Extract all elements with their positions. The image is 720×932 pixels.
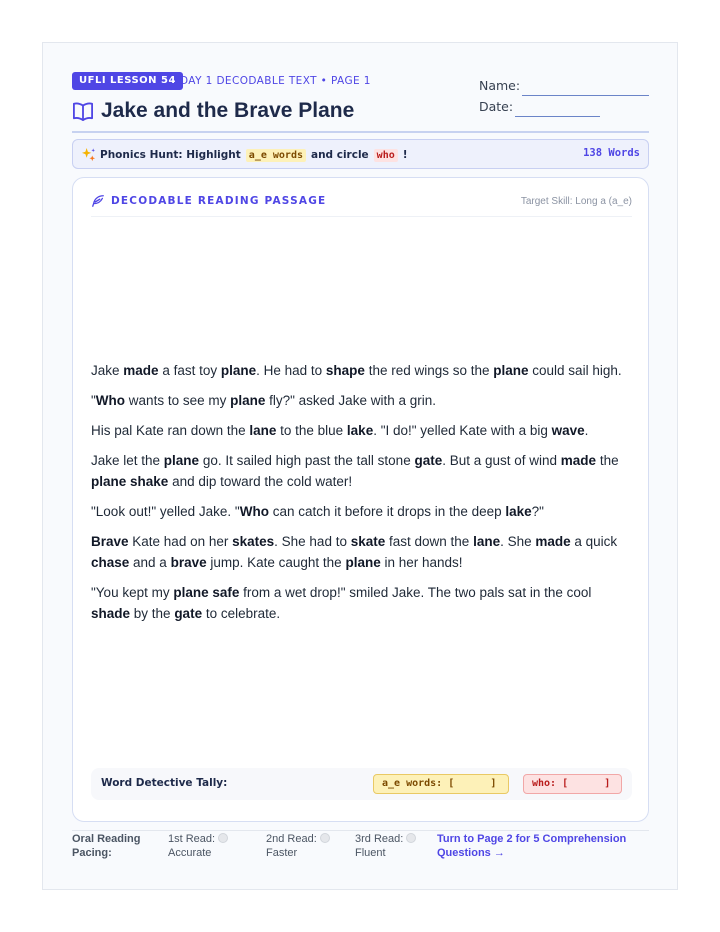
target-word: shake xyxy=(130,474,169,489)
date-field[interactable] xyxy=(479,99,609,117)
passage-text-run: and dip toward the cold water! xyxy=(168,474,353,489)
target-word: shade xyxy=(91,606,131,621)
tally-label: Word Detective Tally: xyxy=(101,777,228,789)
hunt-prefix: Phonics Hunt: Highlight xyxy=(100,149,241,161)
target-word: shape xyxy=(325,363,365,378)
who-tally-box[interactable]: who: [ ] xyxy=(523,774,622,794)
page-title: Jake and the Brave Plane xyxy=(101,99,355,122)
target-word: lane xyxy=(249,423,277,438)
passage-paragraph xyxy=(91,531,632,573)
passage-text-run: a quick xyxy=(570,534,618,549)
sparkle-icon xyxy=(81,147,96,162)
target-word: skates xyxy=(232,534,275,549)
target-word: lake xyxy=(346,423,374,438)
ae-words-tally-box[interactable]: a_e words: [ ] xyxy=(373,774,509,794)
passage-text-run: "Look out!" yelled Jake. " xyxy=(91,504,240,519)
passage-paragraph xyxy=(91,420,632,441)
passage-text-run: to the blue xyxy=(276,423,347,438)
target-word: chase xyxy=(91,555,130,570)
target-word: safe xyxy=(212,585,240,600)
card-title: DECODABLE READING PASSAGE xyxy=(111,195,327,207)
target-word: made xyxy=(535,534,571,549)
passage-text-run: wants to see my xyxy=(125,393,231,408)
target-word: Who xyxy=(95,393,126,408)
name-write-line[interactable] xyxy=(522,95,649,97)
target-word: gate xyxy=(174,606,203,621)
name-field[interactable] xyxy=(479,78,649,96)
reading-passage-text xyxy=(91,360,632,633)
passage-text-run: . She had to xyxy=(274,534,351,549)
footer-divider xyxy=(72,830,649,831)
first-read xyxy=(168,832,246,860)
passage-text-run: Jake xyxy=(91,363,124,378)
target-word: Brave xyxy=(91,534,129,549)
target-word: brave xyxy=(170,555,207,570)
passage-text-run: could sail high. xyxy=(528,363,622,378)
first-read-checkbox[interactable] xyxy=(218,833,228,843)
second-read-label: 2nd Read: xyxy=(266,833,317,845)
target-word: made xyxy=(560,453,597,468)
hunt-middle: and circle xyxy=(310,149,369,161)
target-word: gate xyxy=(414,453,443,468)
target-word: lake xyxy=(505,504,532,519)
pacing-footer xyxy=(72,832,649,872)
third-read-label: 3rd Read: xyxy=(355,833,404,845)
pacing-label: Oral Reading Pacing: xyxy=(72,833,141,859)
word-count: 138 Words xyxy=(583,147,640,159)
passage-text-run: fast down the xyxy=(385,534,474,549)
first-read-label: 1st Read: xyxy=(168,833,216,845)
passage-text-run: by the xyxy=(130,606,175,621)
second-read-desc: Faster xyxy=(266,847,298,859)
date-write-line[interactable] xyxy=(515,116,600,118)
third-read-checkbox[interactable] xyxy=(406,833,416,843)
passage-text-run: can catch it before it drops in the deep xyxy=(268,504,506,519)
passage-text-run: Jake let the xyxy=(91,453,164,468)
card-header xyxy=(91,191,632,217)
title-row xyxy=(72,96,354,126)
passage-text-run: . But a gust of wind xyxy=(442,453,561,468)
passage-text-run: in her hands! xyxy=(380,555,463,570)
passage-paragraph xyxy=(91,390,632,411)
passage-text-run: a fast toy xyxy=(158,363,221,378)
name-label: Name: xyxy=(479,78,521,93)
target-word: wave xyxy=(551,423,585,438)
phonics-hunt-instructions xyxy=(100,147,408,163)
hunt-suffix: ! xyxy=(402,149,408,161)
open-book-icon xyxy=(72,101,94,121)
worksheet-page xyxy=(42,42,678,890)
passage-paragraph xyxy=(91,360,632,381)
second-read xyxy=(266,832,344,860)
first-read-desc: Accurate xyxy=(168,847,212,859)
word-detective-tally xyxy=(91,768,632,800)
passage-text-run: . She xyxy=(500,534,536,549)
passage-text-run: " xyxy=(91,393,96,408)
passage-text-run: Kate had on her xyxy=(128,534,233,549)
third-read xyxy=(355,832,433,860)
target-word: made xyxy=(123,363,159,378)
date-label: Date: xyxy=(479,99,514,114)
who-tag: who xyxy=(374,149,398,162)
reading-passage-card xyxy=(72,177,649,822)
third-read-desc: Fluent xyxy=(355,847,386,859)
day-page-label: DAY 1 DECODABLE TEXT • PAGE 1 xyxy=(180,75,371,87)
lesson-badge: UFLI LESSON 54 xyxy=(72,72,183,90)
target-word: lane xyxy=(473,534,501,549)
target-word: plane xyxy=(345,555,381,570)
passage-paragraph xyxy=(91,501,632,522)
passage-text-run: the xyxy=(596,453,619,468)
second-read-checkbox[interactable] xyxy=(320,833,330,843)
next-page-link[interactable]: Turn to Page 2 for 5 Comprehension Questions → xyxy=(437,833,627,859)
header-divider xyxy=(72,131,649,133)
target-word: plane xyxy=(220,363,257,378)
passage-text-run: from a wet drop!" smiled Jake. The two pals sat in the cool xyxy=(239,585,592,600)
passage-text-run: . xyxy=(584,423,589,438)
target-word: Who xyxy=(239,504,269,519)
phonics-hunt-bar xyxy=(72,139,649,169)
passage-text-run: to celebrate. xyxy=(202,606,281,621)
passage-text-run: go. It sailed high past the tall stone xyxy=(199,453,415,468)
ae-words-tag: a_e words xyxy=(246,149,306,162)
target-word: skate xyxy=(350,534,386,549)
worksheet-header xyxy=(72,72,649,132)
feather-icon xyxy=(91,194,105,208)
target-word: plane xyxy=(173,585,209,600)
passage-text-run: . "I do!" yelled Kate with a big xyxy=(373,423,552,438)
target-word: plane xyxy=(91,474,127,489)
passage-text-run: His pal Kate ran down the xyxy=(91,423,250,438)
passage-text-run: ?" xyxy=(531,504,544,519)
passage-text-run: the red wings so the xyxy=(364,363,494,378)
target-word: plane xyxy=(230,393,266,408)
target-word: plane xyxy=(163,453,200,468)
target-skill: Target Skill: Long a (a_e) xyxy=(520,196,632,207)
passage-paragraph xyxy=(91,582,632,624)
passage-text-run: and a xyxy=(129,555,171,570)
passage-text-run: jump. Kate caught the xyxy=(206,555,346,570)
passage-text-run: . He had to xyxy=(256,363,326,378)
passage-text-run: fly?" asked Jake with a grin. xyxy=(265,393,436,408)
target-word: plane xyxy=(493,363,529,378)
passage-text-run: "You kept my xyxy=(91,585,174,600)
passage-paragraph xyxy=(91,450,632,492)
